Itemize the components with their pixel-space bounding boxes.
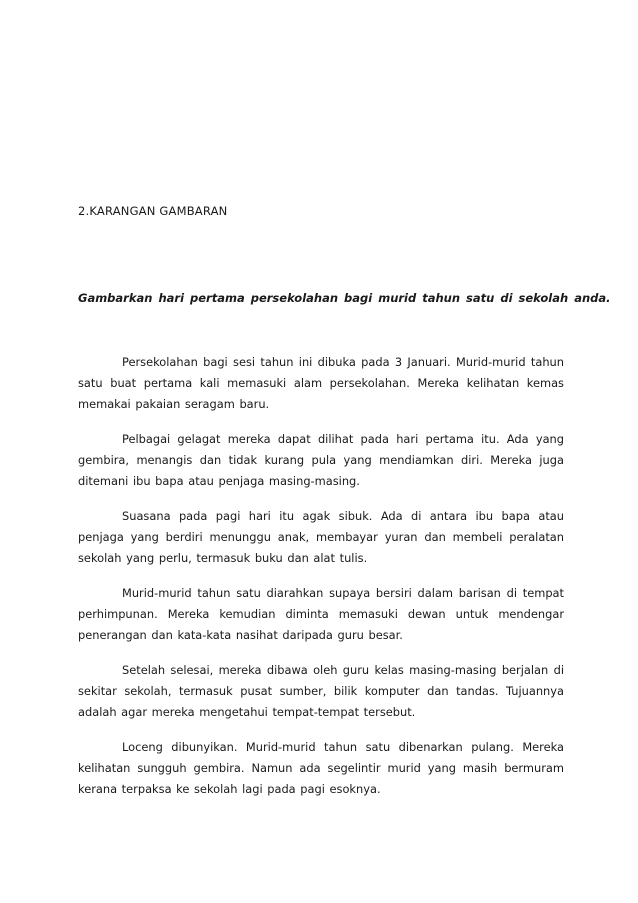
essay-body [78,352,564,814]
essay-paragraph: Loceng dibunyikan. Murid-murid tahun satu dibenarkan pulang. Mereka kelihatan sungguh gembira. Namun ada segelintir murid yang masih bermuram kerana terpaksa ke sekolah lagi pada pagi esoknya. [78,740,564,796]
essay-paragraph: Setelah selesai, mereka dibawa oleh guru kelas masing-masing berjalan di sekitar sekolah, termasuk pusat sumber, bilik komputer dan tandas. Tujuannya adalah agar mereka mengetahui tempat-tempat tersebut. [78,663,564,719]
essay-paragraph: Suasana pada pagi hari itu agak sibuk. Ada di antara ibu bapa atau penjaga yang berdiri menunggu anak, membayar yuran dan membeli peralatan sekolah yang perlu, termasuk buku dan alat tulis. [78,509,564,565]
essay-question: Gambarkan hari pertama persekolahan bagi murid tahun satu di sekolah anda. [78,291,611,305]
section-heading: 2.KARANGAN GAMBARAN [78,204,228,218]
essay-paragraph: Persekolahan bagi sesi tahun ini dibuka pada 3 Januari. Murid-murid tahun satu buat pertama kali memasuki alam persekolahan. Mereka kelihatan kemas memakai pakaian seragam baru. [78,355,564,411]
essay-paragraph: Murid-murid tahun satu diarahkan supaya bersiri dalam barisan di tempat perhimpunan. Mereka kemudian diminta memasuki dewan untuk mendengar penerangan dan kata-kata nasihat daripada guru besar. [78,586,564,642]
essay-paragraph: Pelbagai gelagat mereka dapat dilihat pada hari pertama itu. Ada yang gembira, menangis dan tidak kurang pula yang mendiamkan diri. Mereka juga ditemani ibu bapa atau penjaga masing-masing. [78,432,564,488]
